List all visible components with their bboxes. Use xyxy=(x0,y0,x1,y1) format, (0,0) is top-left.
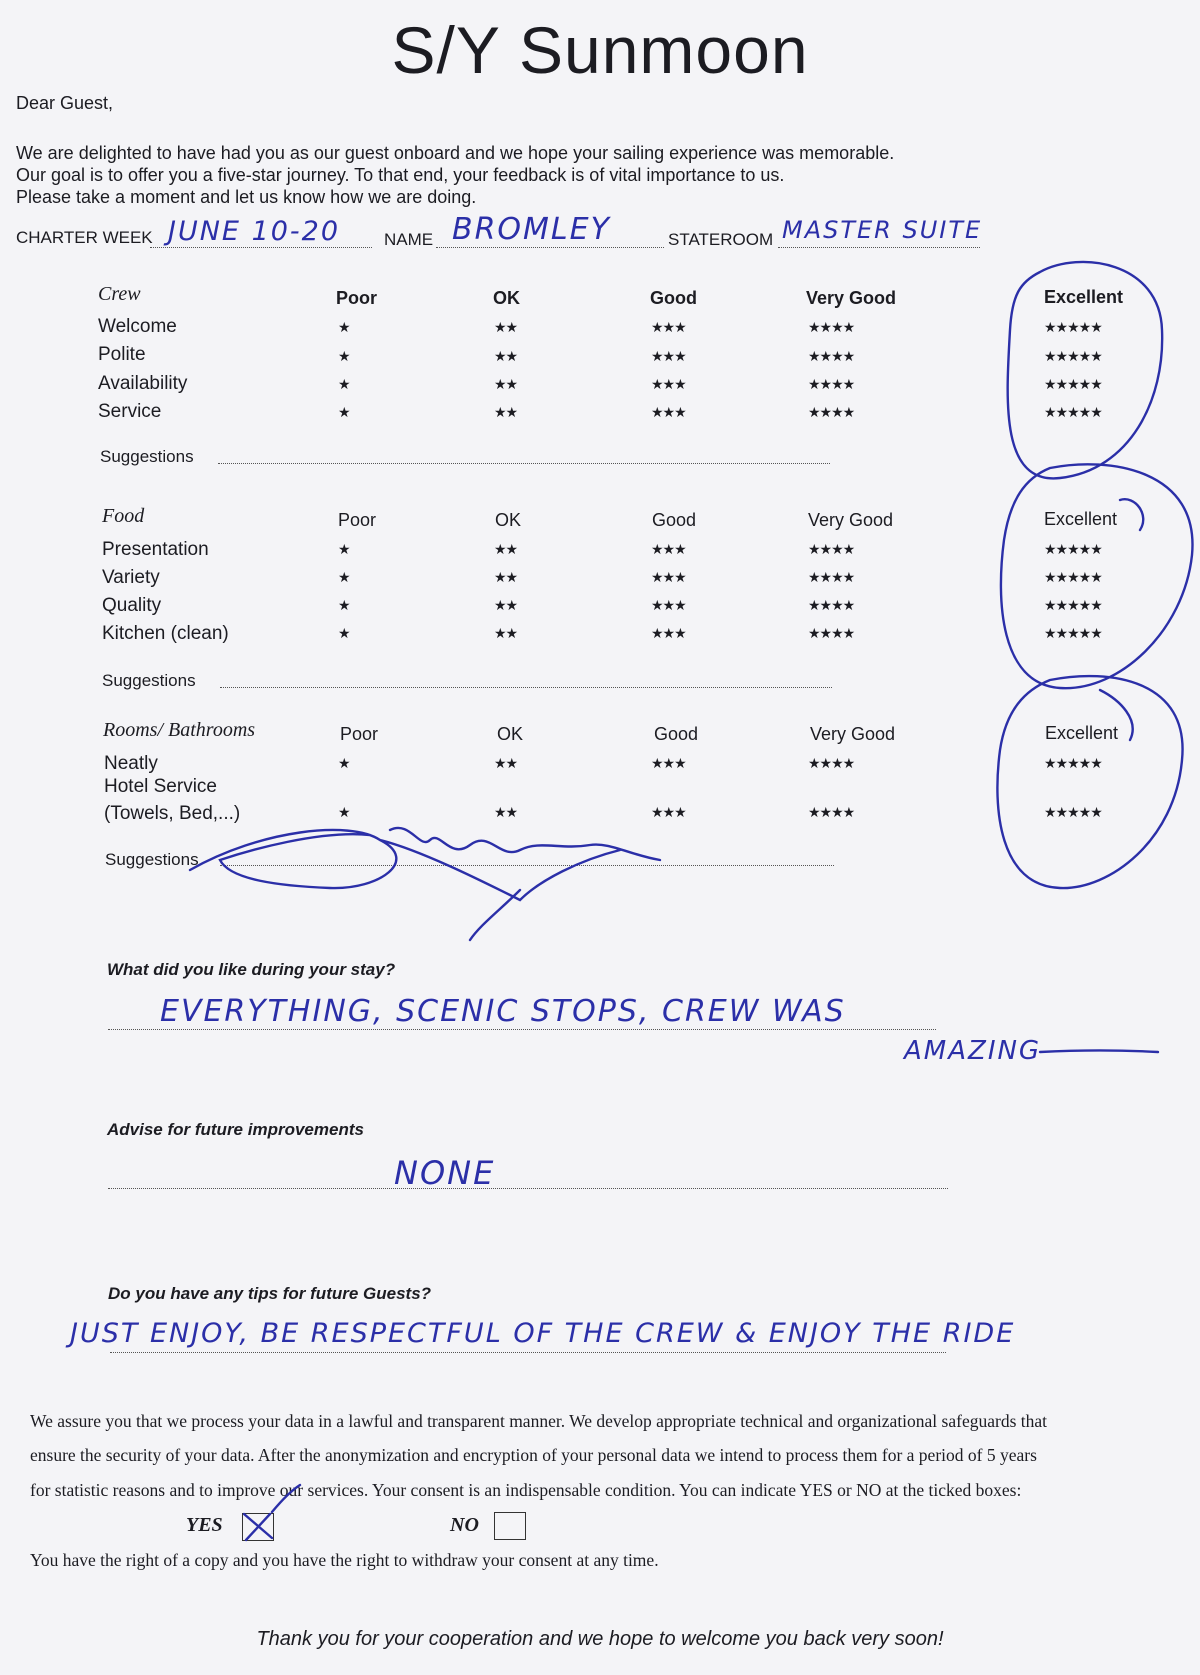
food-rating-1-5-stars[interactable]: ★★★★★ xyxy=(1044,541,1102,557)
consent-line-1: We assure you that we process your data in a lawful and transparent manner. We develop appropriate technical and organizational safeguards that xyxy=(30,1411,1047,1431)
rooms-rating-1-3-stars[interactable]: ★★★ xyxy=(651,755,686,771)
food-rating-1-3-stars[interactable]: ★★★ xyxy=(651,541,686,557)
name-label: NAME xyxy=(384,230,434,249)
crew-rating-1-5-stars[interactable]: ★★★★★ xyxy=(1044,319,1102,335)
rooms-suggestions-label: Suggestions xyxy=(105,850,199,869)
crew-rating-1-3-stars[interactable]: ★★★ xyxy=(651,319,686,335)
crew-col-ok: OK xyxy=(493,288,520,308)
question-tips-label: Do you have any tips for future Guests? xyxy=(108,1284,432,1303)
question-advise-label: Advise for future improvements xyxy=(107,1120,364,1139)
consent-line-3: for statistic reasons and to improve our services. Your consent is an indispensable condition. You can indicate YES or NO at the ticked boxes: xyxy=(30,1480,1022,1500)
crew-rating-3-1-stars[interactable]: ★ xyxy=(338,376,350,392)
food-row-variety: Variety xyxy=(102,567,160,588)
food-rating-2-5-stars[interactable]: ★★★★★ xyxy=(1044,569,1102,585)
charter-week-field[interactable]: JUNE 10-20 xyxy=(168,216,341,247)
crew-rating-4-1-stars[interactable]: ★ xyxy=(338,404,350,420)
food-rating-3-1-stars[interactable]: ★ xyxy=(338,597,350,613)
crew-rating-3-2-stars[interactable]: ★★ xyxy=(494,376,518,392)
stateroom-field[interactable]: MASTER SUITE xyxy=(782,216,983,244)
crew-rating-2-1-stars[interactable]: ★ xyxy=(338,348,350,364)
food-row-presentation: Presentation xyxy=(102,539,209,560)
food-row-quality: Quality xyxy=(102,595,162,616)
rights-line: You have the right of a copy and you have the right to withdraw your consent at any time. xyxy=(30,1550,659,1570)
crew-rating-1-1-stars[interactable]: ★ xyxy=(338,319,350,335)
food-rating-2-4-stars[interactable]: ★★★★ xyxy=(808,569,855,585)
crew-rating-1-2-stars[interactable]: ★★ xyxy=(494,319,518,335)
handwriting-underline-1 xyxy=(1040,1051,1158,1053)
crew-col-good: Good xyxy=(650,288,697,308)
food-rating-2-2-stars[interactable]: ★★ xyxy=(494,569,518,585)
charter-week-label: CHARTER WEEK xyxy=(16,228,153,247)
question-liked-answer-line2[interactable]: AMAZING xyxy=(904,1036,1042,1066)
rooms-col-excellent: Excellent xyxy=(1045,723,1119,743)
food-col-poor: Poor xyxy=(338,510,377,530)
food-rating-1-4-stars[interactable]: ★★★★ xyxy=(808,541,855,557)
consent-line-2: ensure the security of your data. After the anonymization and encryption of your personal data we intend to process them for a period of 5 years xyxy=(30,1445,1037,1465)
name-field[interactable]: BROMLEY xyxy=(452,212,611,247)
rooms-rating-1-5-stars[interactable]: ★★★★★ xyxy=(1044,755,1102,771)
rooms-rating-1-2-stars[interactable]: ★★ xyxy=(494,755,518,771)
rooms-rating-2-2-stars[interactable]: ★★ xyxy=(494,804,518,820)
rooms-rating-2-5-stars[interactable]: ★★★★★ xyxy=(1044,804,1102,820)
no-checkbox[interactable] xyxy=(494,1512,526,1540)
food-rating-3-5-stars[interactable]: ★★★★★ xyxy=(1044,597,1102,613)
crew-rating-3-3-stars[interactable]: ★★★ xyxy=(651,376,686,392)
food-rating-4-5-stars[interactable]: ★★★★★ xyxy=(1044,625,1102,641)
crew-rating-4-2-stars[interactable]: ★★ xyxy=(494,404,518,420)
question-liked-answer[interactable]: EVERYTHING, SCENIC STOPS, CREW WAS xyxy=(160,994,846,1029)
crew-suggestions-label: Suggestions xyxy=(100,447,194,466)
crew-col-excellent: Excellent xyxy=(1044,287,1124,307)
crew-rating-4-4-stars[interactable]: ★★★★ xyxy=(808,404,855,420)
crew-row-polite: Polite xyxy=(98,344,146,365)
question-advise-answer[interactable]: NONE xyxy=(394,1154,496,1192)
food-rating-4-1-stars[interactable]: ★ xyxy=(338,625,350,641)
rooms-col-very-good: Very Good xyxy=(810,724,896,744)
rooms-rating-1-1-stars[interactable]: ★ xyxy=(338,755,350,771)
crew-row-welcome: Welcome xyxy=(98,316,177,337)
yes-checkbox[interactable] xyxy=(242,1513,274,1541)
food-col-good: Good xyxy=(652,510,697,530)
rooms-col-good: Good xyxy=(654,724,699,744)
crew-rating-1-4-stars[interactable]: ★★★★ xyxy=(808,319,855,335)
crew-rating-2-5-stars[interactable]: ★★★★★ xyxy=(1044,348,1102,364)
intro-line-1: We are delighted to have had you as our guest onboard and we hope your sailing experience was memorable. xyxy=(16,143,895,163)
crew-row-service: Service xyxy=(98,401,162,422)
crew-rating-2-2-stars[interactable]: ★★ xyxy=(494,348,518,364)
rooms-heading: Rooms/ Bathrooms xyxy=(103,719,256,741)
crew-rating-2-4-stars[interactable]: ★★★★ xyxy=(808,348,855,364)
crew-col-poor: Poor xyxy=(336,288,378,308)
rooms-row-sublabel: (Towels, Bed,...) xyxy=(104,803,241,824)
food-rating-3-4-stars[interactable]: ★★★★ xyxy=(808,597,855,613)
intro-line-3: Please take a moment and let us know how we are doing. xyxy=(16,187,477,207)
stateroom-label: STATEROOM xyxy=(668,230,774,249)
page-title: S/Y Sunmoon xyxy=(391,13,809,87)
crew-heading: Crew xyxy=(98,283,141,305)
rooms-row-neatly: Neatly xyxy=(104,753,158,774)
rooms-excellent-circle xyxy=(997,676,1182,888)
rooms-col-ok: OK xyxy=(497,724,524,744)
signature xyxy=(190,828,660,940)
no-label: NO xyxy=(450,1514,479,1536)
closing-line: Thank you for your cooperation and we hope to welcome you back very soon! xyxy=(256,1628,944,1650)
food-suggestions-label: Suggestions xyxy=(102,671,196,690)
food-row-kitchen: Kitchen (clean) xyxy=(102,623,229,644)
intro-line-2: Our goal is to offer you a five-star journey. To that end, your feedback is of vital importance to us. xyxy=(16,165,785,185)
greeting: Dear Guest, xyxy=(16,93,114,113)
food-rating-3-3-stars[interactable]: ★★★ xyxy=(651,597,686,613)
crew-rating-4-3-stars[interactable]: ★★★ xyxy=(651,404,686,420)
food-col-very-good: Very Good xyxy=(808,510,894,530)
food-col-ok: OK xyxy=(495,510,522,530)
food-rating-1-2-stars[interactable]: ★★ xyxy=(494,541,518,557)
rooms-rating-1-4-stars[interactable]: ★★★★ xyxy=(808,755,855,771)
crew-rating-4-5-stars[interactable]: ★★★★★ xyxy=(1044,404,1102,420)
crew-rating-3-5-stars[interactable]: ★★★★★ xyxy=(1044,376,1102,392)
food-rating-3-2-stars[interactable]: ★★ xyxy=(494,597,518,613)
crew-rating-2-3-stars[interactable]: ★★★ xyxy=(651,348,686,364)
crew-col-very-good: Very Good xyxy=(806,288,897,308)
food-rating-2-3-stars[interactable]: ★★★ xyxy=(651,569,686,585)
question-tips-answer[interactable]: JUST ENJOY, BE RESPECTFUL OF THE CREW & ENJOY THE RIDE xyxy=(70,1318,1016,1349)
food-rating-4-2-stars[interactable]: ★★ xyxy=(494,625,518,641)
question-liked-label: What did you like during your stay? xyxy=(107,960,396,979)
crew-rating-3-4-stars[interactable]: ★★★★ xyxy=(808,376,855,392)
rooms-rating-2-3-stars[interactable]: ★★★ xyxy=(651,804,686,820)
food-rating-4-3-stars[interactable]: ★★★ xyxy=(651,625,686,641)
food-rating-2-1-stars[interactable]: ★ xyxy=(338,569,350,585)
rooms-rating-2-4-stars[interactable]: ★★★★ xyxy=(808,804,855,820)
rooms-row-hotel-service: Hotel Service xyxy=(104,776,217,797)
rooms-rating-2-1-stars[interactable]: ★ xyxy=(338,804,350,820)
rooms-col-poor: Poor xyxy=(340,724,379,744)
food-heading: Food xyxy=(102,505,145,527)
food-rating-4-4-stars[interactable]: ★★★★ xyxy=(808,625,855,641)
food-rating-1-1-stars[interactable]: ★ xyxy=(338,541,350,557)
food-col-excellent: Excellent xyxy=(1044,509,1118,529)
yes-label: YES xyxy=(186,1514,223,1536)
crew-row-availability: Availability xyxy=(98,373,188,394)
